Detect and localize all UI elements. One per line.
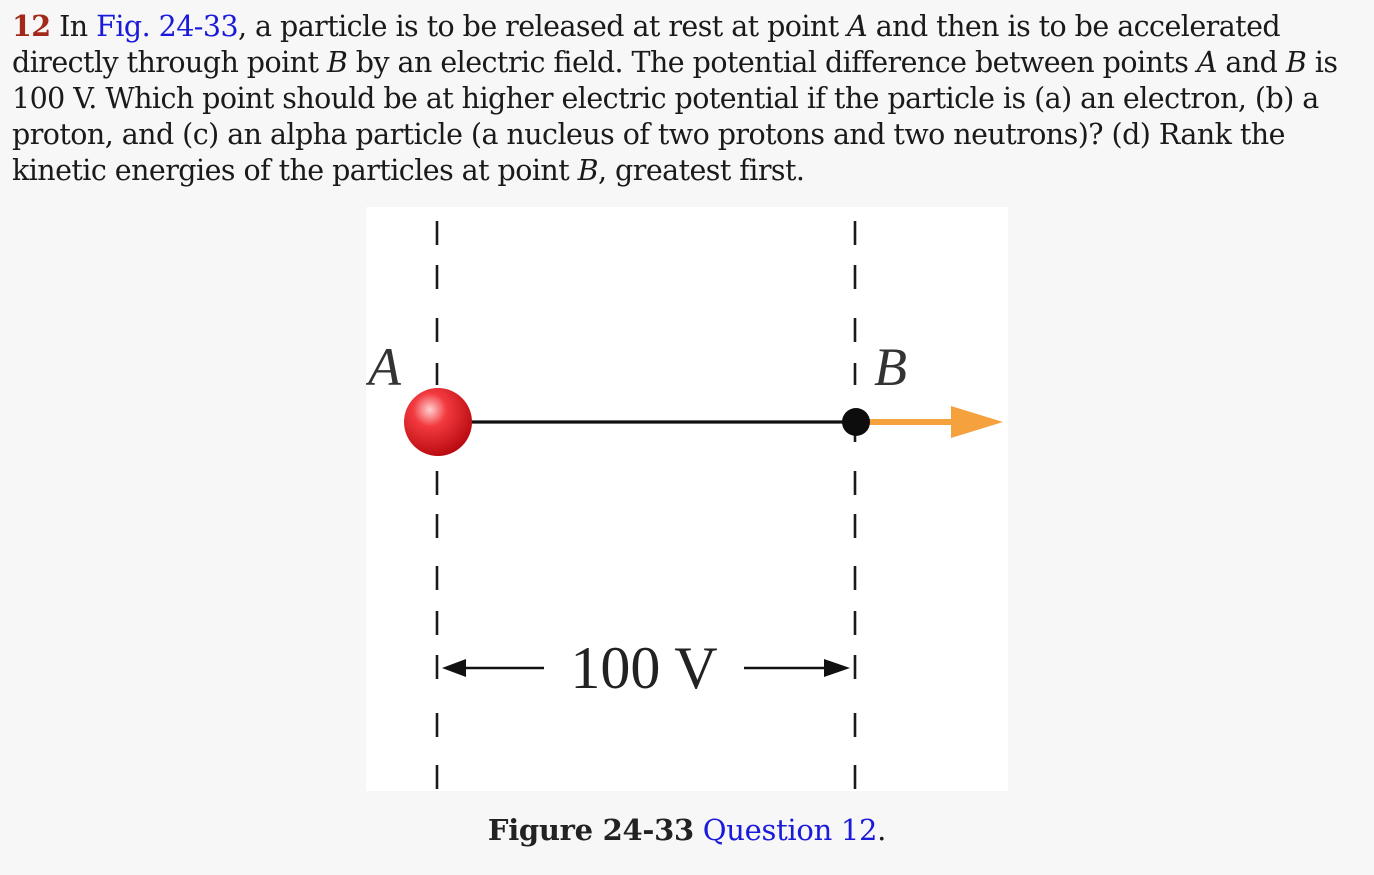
question-intro: In	[59, 10, 88, 43]
point-b-var: B	[326, 46, 348, 79]
figure-caption	[0, 810, 1374, 850]
label-b: B	[874, 337, 907, 397]
question-number: 12	[12, 9, 51, 43]
velocity-arrow	[864, 406, 1003, 438]
question-segment: , a particle is to be released at rest at point	[238, 10, 848, 43]
voltage-label: 100 V	[570, 635, 718, 701]
question-link[interactable]: Question 12	[702, 813, 878, 847]
point-a-var: A	[1196, 46, 1217, 79]
figure-link[interactable]: Fig. 24-33	[96, 10, 239, 43]
question-segment: is 100 V. Which point should be at higher electric potential if the particle is (a) an electron, (b) a proton, and (c) an alpha particle (a nucleus of two protons and two neutrons)? (d) Rank the kinetic energies of the particles at point	[12, 46, 1338, 187]
figure-diagram	[366, 207, 1008, 791]
label-a: A	[368, 337, 401, 397]
question-segment: and	[1216, 46, 1286, 79]
point-b-dot	[842, 408, 870, 436]
question-text	[12, 8, 1364, 189]
point-b-var: B	[577, 154, 599, 187]
point-b-var: B	[1285, 46, 1307, 79]
figure-24-33	[366, 207, 1008, 791]
question-segment: by an electric field. The potential difference between points	[347, 46, 1197, 79]
point-a-var: A	[847, 10, 868, 43]
particle-ball	[404, 388, 472, 456]
question-segment: , greatest first.	[598, 154, 805, 187]
question-segment: and then is to be accelerated directly through point	[12, 10, 1281, 79]
caption-period: .	[877, 813, 887, 847]
caption-label: Figure 24-33	[487, 813, 694, 847]
